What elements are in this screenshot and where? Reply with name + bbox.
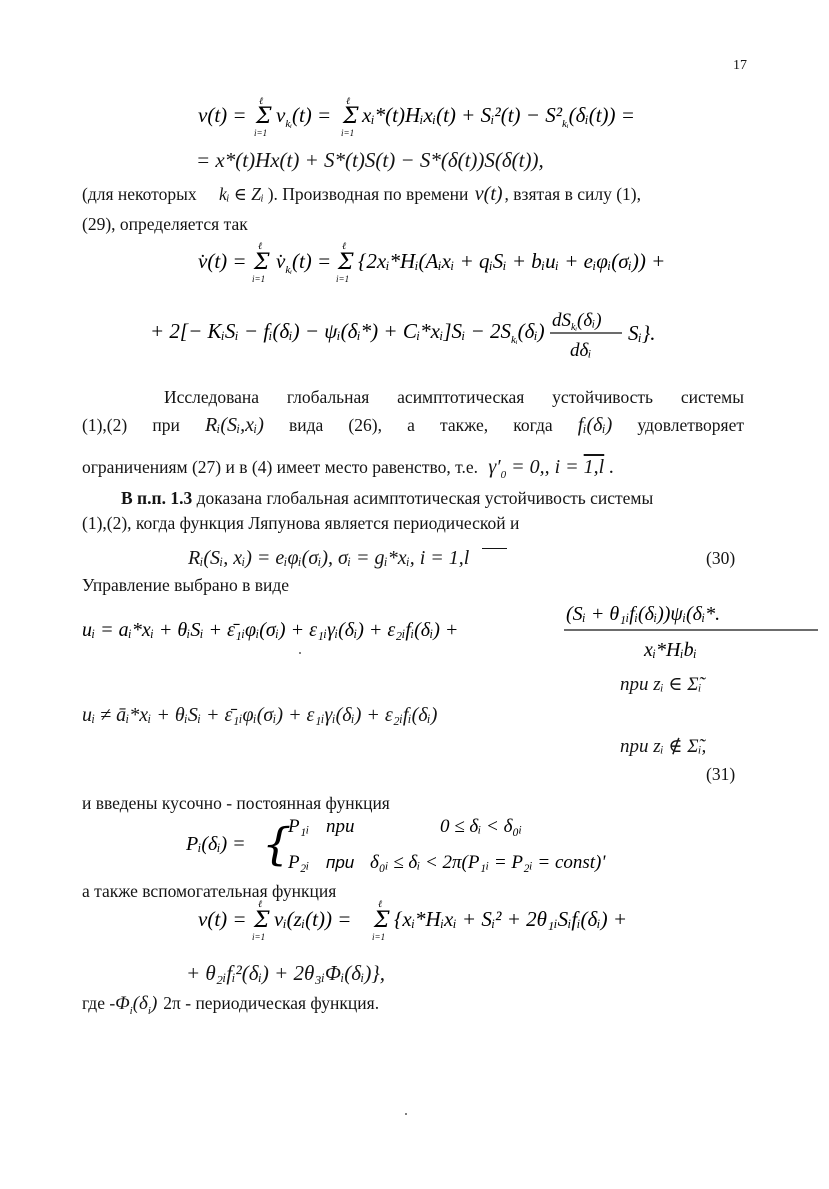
print-speck-1: [299, 652, 301, 654]
equation-P-graphic: [186, 812, 646, 878]
overline-1l-eq30: [482, 548, 507, 549]
paragraph-1-text-a: (для некоторых: [82, 184, 197, 204]
svg-text:ℓ: ℓ: [346, 96, 351, 107]
math-ki-in-zi: kᵢ ∈ Zᵢ: [218, 184, 264, 204]
svg-text:ℓ: ℓ: [342, 241, 347, 252]
svg-text:vkᵢ(t) =: $v_{kᵢ}(t)$ =: [276, 103, 332, 130]
equation-u-line1-graphic: [82, 594, 822, 664]
paragraph-1-line-2: (29), определяется так: [82, 214, 248, 234]
p7-text-a: где -: [82, 993, 116, 1013]
svg-text:P₂ᵢ: P₂ᵢ: [288, 852, 310, 873]
equation-P-piecewise: [186, 812, 646, 885]
paragraph-1-text-c: , взятая в силу (1),: [504, 184, 641, 204]
paragraph-2-line-3: [82, 456, 614, 486]
svg-text:δ₀ᵢ ≤ δᵢ < 2π(P₁ᵢ = P₂ᵢ = cons: δ₀ᵢ ≤ δᵢ < 2π(P₁ᵢ = P₂ᵢ = const)': [370, 852, 606, 873]
equation-31-number: (31): [706, 764, 736, 784]
svg-text:i=1: i=1: [336, 274, 350, 284]
paragraph-7: [82, 992, 379, 1022]
svg-text:Σ: Σ: [338, 250, 354, 275]
paragraph-6: а также вспомогательная функция: [82, 881, 337, 901]
svg-text:v(t) =: v(t) =: [198, 103, 247, 127]
svg-text:xᵢ*Hᵢbᵢ: xᵢ*Hᵢbᵢ: [644, 639, 697, 661]
math-Ri: Rᵢ(Sᵢ,xᵢ): [204, 414, 264, 436]
p2-text-a: (1),(2) при: [82, 415, 180, 435]
svg-text:i=1: i=1: [252, 274, 266, 284]
svg-text:dδᵢ: dδᵢ: [570, 340, 592, 361]
equation-u-condition-2: при zᵢ ∉ Σ̃ᵢ,: [620, 736, 707, 757]
equation-vdot-line2: [150, 302, 690, 371]
svg-text:Sᵢ}.: Sᵢ}.: [628, 321, 656, 345]
paragraph-2-line-1: [164, 386, 744, 408]
svg-text:P₁ᵢ: P₁ᵢ: [288, 816, 310, 837]
section-ref-bold: В п.п. 1.3: [121, 488, 193, 508]
svg-text:{: {: [262, 818, 292, 871]
paragraph-3-line-1: [121, 487, 653, 509]
math-v-of-t: v(t): [474, 183, 503, 205]
paragraph-5: и введены кусочно - постоянная функция: [82, 793, 390, 813]
svg-text:{xᵢ*Hᵢxᵢ + Sᵢ² + 2θ₁ᵢSᵢfᵢ(δᵢ): {xᵢ*Hᵢxᵢ + Sᵢ² + 2θ₁ᵢSᵢfᵢ(δᵢ) +: [394, 907, 628, 931]
p2-text-b: вида (26), а также, когда: [289, 415, 553, 435]
p3-text-line1: доказана глобальная асимптотическая устойчивость системы: [192, 488, 654, 508]
equation-u-line1: [82, 594, 822, 671]
paragraph-4: Управление выбрано в виде: [82, 575, 290, 595]
equation-v2-line1: [198, 896, 658, 955]
equation-v-sum-line1-graphic: [198, 96, 658, 140]
p2-text-c: удовлетворяет: [637, 415, 745, 435]
svg-text:v̇kᵢ(t) =: $v̇_{kᵢ}(t)$ =: [276, 249, 332, 276]
equation-vdot-line1: [198, 238, 678, 295]
svg-text:uᵢ = aᵢ*xᵢ + θᵢSᵢ + ε̄₁ᵢφᵢ(σᵢ): uᵢ = aᵢ*xᵢ + θᵢSᵢ + ε̄₁ᵢφᵢ(σᵢ) + ε₁ᵢγᵢ(δᵢ) + ε₂ᵢfᵢ(δᵢ) +: [82, 619, 459, 641]
math-gamma0: $\gamma'_0 = 0$,, i = 1,l .: [488, 456, 615, 481]
paragraph-3-line-2: (1),(2), когда функция Ляпунова является периодической и: [82, 513, 520, 533]
paragraph-1-text-b: ). Производная по времени: [267, 184, 469, 204]
math-fi: fᵢ(δᵢ): [577, 414, 613, 436]
p2-word-1: Исследована: [164, 387, 260, 407]
svg-text:dSkᵢ(δᵢ): $dS_{kᵢ}(\delta ᵢ)$: [552, 310, 602, 333]
paragraph-1-line-1: [82, 183, 641, 205]
svg-text:i=1: i=1: [252, 932, 266, 942]
svg-text:Pᵢ(δᵢ) =: Pᵢ(δᵢ) =: [186, 833, 246, 855]
svg-text:Σ: Σ: [343, 104, 359, 129]
equation-30: Rᵢ(Sᵢ, xᵢ) = eᵢφᵢ(σᵢ), σᵢ = gᵢ*xᵢ, i = 1,l: [188, 547, 470, 569]
equation-v-sum-line2: = x*(t)Hx(t) + S*(t)S(t) − S*(δ(t))S(δ(t)),: [196, 148, 544, 172]
equation-v2-line2: + θ₂ᵢfᵢ²(δᵢ) + 2θ₃ᵢΦᵢ(δᵢ)},: [186, 961, 386, 985]
p7-text-b: 2π - периодическая функция.: [163, 993, 380, 1013]
svg-text:ℓ: ℓ: [258, 241, 263, 252]
svg-text:при: при: [326, 853, 355, 872]
p2-text-line3: ограничениям (27) и в (4) имеет место равенство, т.е.: [82, 457, 478, 477]
svg-text:vᵢ(zᵢ(t)) =: vᵢ(zᵢ(t)) =: [274, 907, 352, 931]
svg-text:v̇(t) =: v̇(t) =: [198, 249, 247, 273]
equation-v-sum: [198, 96, 658, 147]
p2-word-4: устойчивость: [552, 387, 654, 407]
p2-word-3: асимптотическая: [397, 387, 525, 407]
equation-u-condition-1: при zᵢ ∈ Σ̃ᵢ: [620, 674, 702, 695]
svg-text:при: при: [326, 816, 355, 837]
svg-text:ℓ: ℓ: [258, 899, 263, 910]
equation-vdot-line2-graphic: [150, 302, 690, 364]
svg-text:{2xᵢ*Hᵢ(Aᵢxᵢ + qᵢSᵢ + bᵢuᵢ + e: {2xᵢ*Hᵢ(Aᵢxᵢ + qᵢSᵢ + bᵢuᵢ + eᵢφᵢ(σᵢ)) +: [358, 249, 666, 273]
svg-text:Σ: Σ: [374, 908, 390, 933]
svg-text:0 ≤ δᵢ < δ₀ᵢ: 0 ≤ δᵢ < δ₀ᵢ: [440, 816, 523, 837]
svg-text:ℓ: ℓ: [378, 899, 383, 910]
page-number: 17: [733, 58, 747, 73]
print-speck-2: [405, 1113, 407, 1115]
svg-text:ℓ: ℓ: [259, 96, 264, 107]
svg-text:i=1: i=1: [341, 128, 355, 138]
svg-text:v(t) =: v(t) =: [198, 907, 247, 931]
math-Phi: $\Phi_i(\delta_i)$: [115, 993, 158, 1017]
equation-vdot-line1-graphic: [198, 238, 678, 288]
svg-text:Σ: Σ: [254, 250, 270, 275]
equation-v2-line1-graphic: [198, 896, 658, 948]
equation-30-number: (30): [706, 548, 736, 568]
svg-text:i=1: i=1: [254, 128, 268, 138]
p2-word-2: глобальная: [286, 387, 370, 407]
svg-text:xᵢ*(t)Hᵢxᵢ(t) + Sᵢ²(t) − S²kᵢ(: xᵢ*(t)Hᵢxᵢ(t) + Sᵢ²(t) − $S^2_{kᵢ}(\delta ᵢ(t))$ =: [362, 103, 635, 130]
svg-text:(Sᵢ + θ₁ᵢfᵢ(δᵢ))ψᵢ(δᵢ*.: (Sᵢ + θ₁ᵢfᵢ(δᵢ))ψᵢ(δᵢ*.: [566, 603, 721, 625]
svg-text:Σ: Σ: [256, 104, 272, 129]
p2-word-5: системы: [680, 387, 745, 407]
equation-u-line2: uᵢ ≠ āᵢ*xᵢ + θᵢSᵢ + ε̄₁ᵢφᵢ(σᵢ) + ε₁ᵢγᵢ(δᵢ) + ε₂ᵢfᵢ(δᵢ): [82, 704, 438, 726]
paragraph-2-line-2: [82, 414, 744, 436]
svg-text:+ 2[− KᵢSᵢ − fᵢ(δᵢ) − ψᵢ(δᵢ*): + 2[− KᵢSᵢ − fᵢ(δᵢ) − ψᵢ(δᵢ*) + Cᵢ*xᵢ]Sᵢ − $2S_{kᵢ}(\delta ᵢ)$: [150, 319, 545, 346]
svg-text:Σ: Σ: [254, 908, 270, 933]
svg-text:i=1: i=1: [372, 932, 386, 942]
